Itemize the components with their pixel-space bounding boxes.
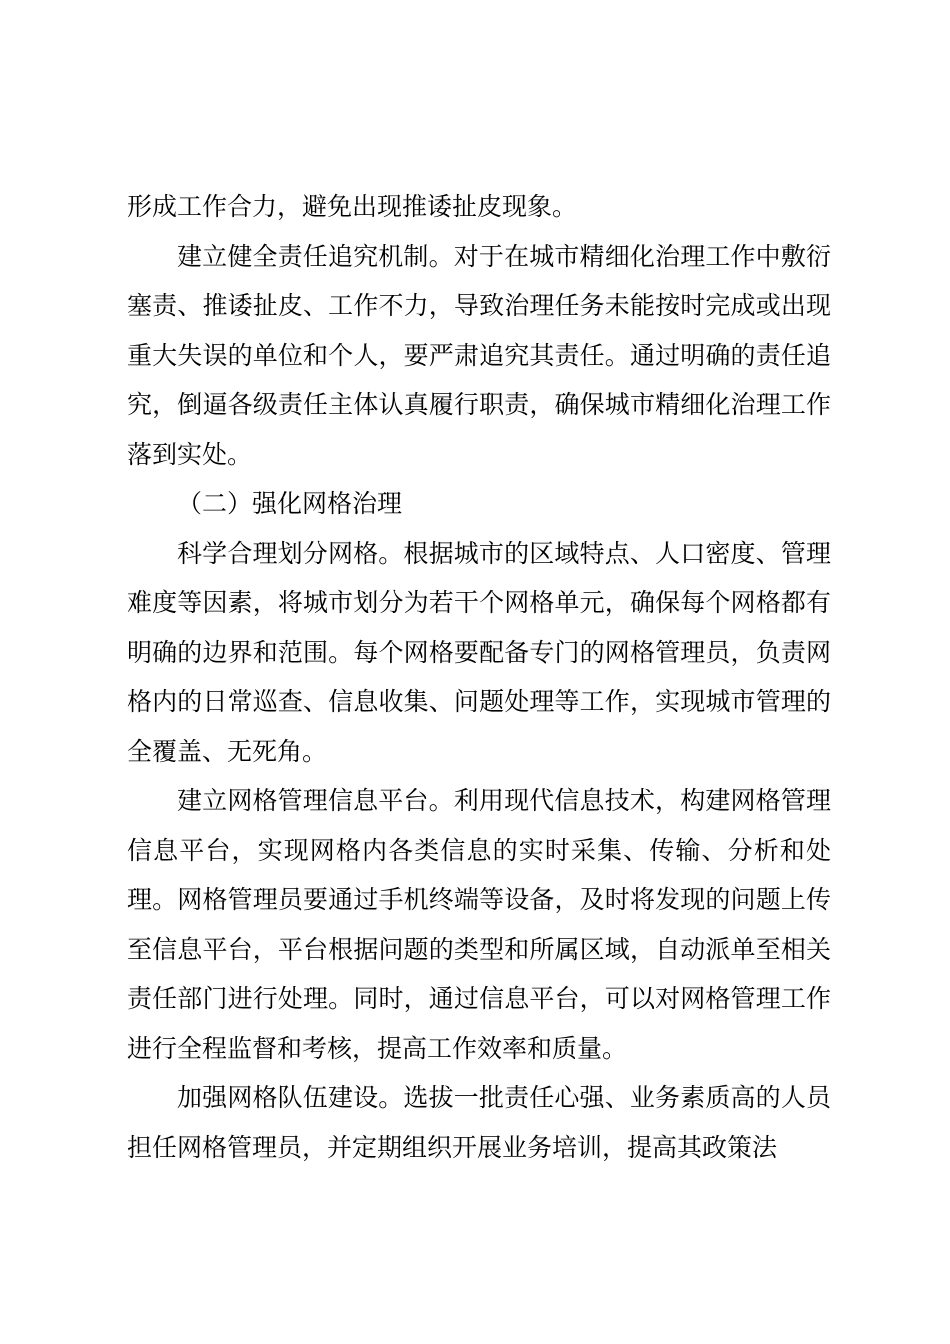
paragraph-grid-team: 加强网格队伍建设。选拔一批责任心强、业务素质高的人员担任网格管理员，并定期组织开展业务培训，提高其政策法 [127, 1083, 831, 1162]
paragraph-grid-platform: 建立网格管理信息平台。利用现代信息技术，构建网格管理信息平台，实现网格内各类信息的实时采集、传输、分析和处理。网格管理员要通过手机终端等设备，及时将发现的问题上传至信息平台，平台根据问题的类型和所属区域，自动派单至相关责任部门进行处理。同时，通过信息平台，可以对网格管理工作进行全程监督和考核，提高工作效率和质量。 [127, 786, 831, 1063]
paragraph-grid-division: 科学合理划分网格。根据城市的区域特点、人口密度、管理难度等因素，将城市划分为若干个网格单元，确保每个网格都有明确的边界和范围。每个网格要配备专门的网格管理员，负责网格内的日常巡查、信息收集、问题处理等工作，实现城市管理的全覆盖、无死角。 [127, 538, 831, 766]
document-body [127, 182, 831, 1172]
paragraph-continuation: 形成工作合力，避免出现推诿扯皮现象。 [127, 192, 578, 221]
paragraph-accountability: 建立健全责任追究机制。对于在城市精细化治理工作中敷衍塞责、推诿扯皮、工作不力，导致治理任务未能按时完成或出现重大失误的单位和个人，要严肃追究其责任。通过明确的责任追究，倒逼各级责任主体认真履行职责，确保城市精细化治理工作落到实处。 [127, 241, 831, 469]
section-heading: （二）强化网格治理 [177, 489, 403, 518]
